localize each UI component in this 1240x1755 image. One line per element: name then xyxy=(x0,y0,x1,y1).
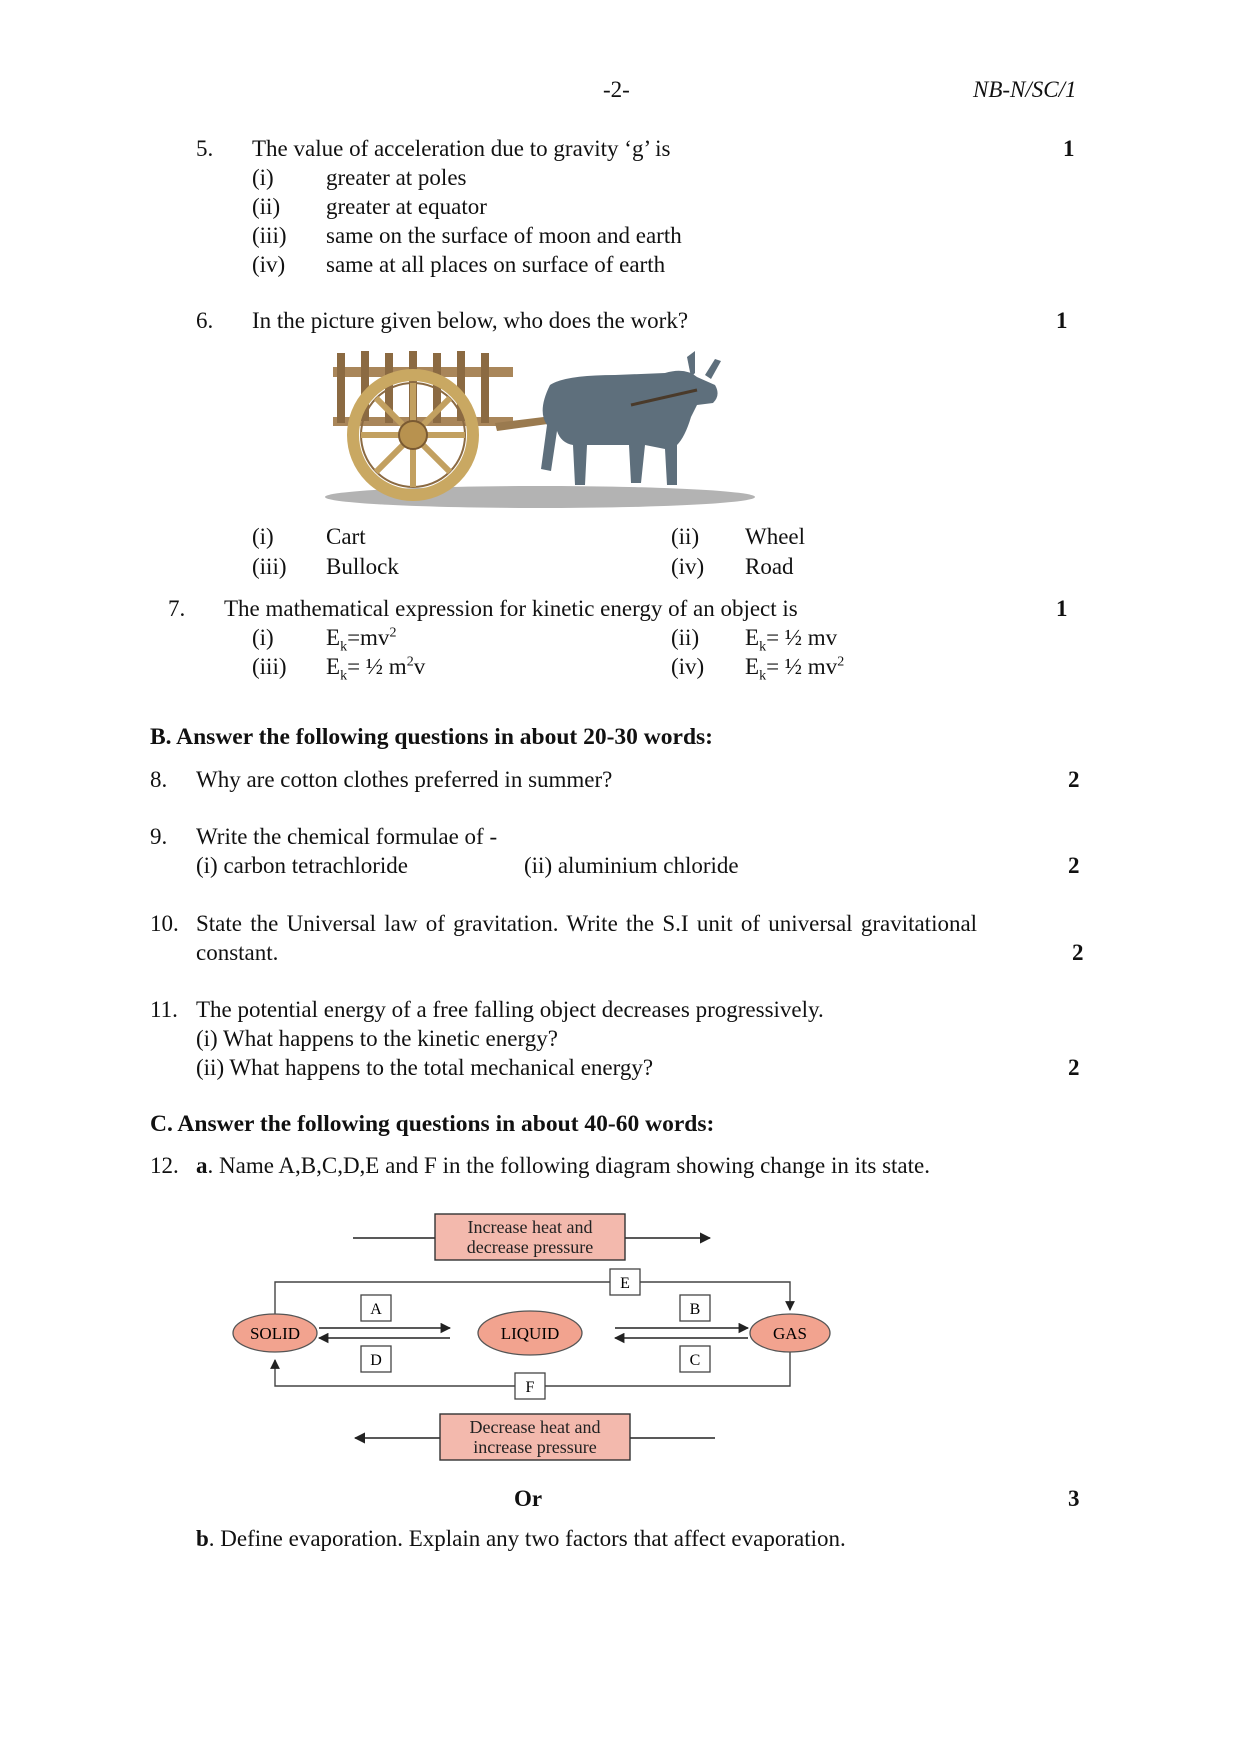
bullock xyxy=(541,351,721,485)
q9-number: 9. xyxy=(150,824,168,849)
paper-code: NB-N/SC/1 xyxy=(973,77,1077,102)
solid-label: SOLID xyxy=(249,1324,301,1343)
bullock-cart-illustration xyxy=(325,345,785,510)
q10-text-line2: constant. xyxy=(196,940,279,965)
q5-opt3-text: same on the surface of moon and earth xyxy=(326,223,682,248)
q6-number: 6. xyxy=(196,308,214,333)
q6-opt4-num: (iv) xyxy=(671,554,705,579)
q11-number: 11. xyxy=(150,997,178,1022)
q5-number: 5. xyxy=(196,136,214,161)
q6-opt2-text: Wheel xyxy=(745,524,806,549)
q6-opt3-text: Bullock xyxy=(326,554,399,579)
q6-text: In the picture given below, who does the work? xyxy=(252,308,689,333)
label-d: D xyxy=(370,1352,382,1369)
q9-text: Write the chemical formulae of - xyxy=(196,824,498,849)
label-c: C xyxy=(689,1352,701,1369)
q12a-text: a. Name A,B,C,D,E and F in the following diagram showing change in its state. xyxy=(196,1153,930,1178)
q12-number: 12. xyxy=(150,1153,179,1178)
label-e: E xyxy=(620,1275,630,1292)
q8-number: 8. xyxy=(150,767,168,792)
q8-text: Why are cotton clothes preferred in summer? xyxy=(196,767,613,792)
q7-text: The mathematical expression for kinetic energy of an object is xyxy=(224,596,798,621)
q6-opt3-num: (iii) xyxy=(252,554,287,579)
q6-marks: 1 xyxy=(1056,308,1068,333)
cart-wheel xyxy=(353,375,473,495)
q10-number: 10. xyxy=(150,911,179,936)
top-condition-line1: Increase heat and xyxy=(467,1217,593,1237)
section-c-heading: C. Answer the following questions in about 40-60 words: xyxy=(150,1111,715,1137)
q12b-text: b. Define evaporation. Explain any two factors that affect evaporation. xyxy=(196,1526,846,1551)
q7-opt3-num: (iii) xyxy=(252,654,287,679)
q10-text-line1: State the Universal law of gravitation. Write the S.I unit of universal gravitational xyxy=(196,911,978,936)
q7-opt2-num: (ii) xyxy=(671,625,700,650)
q7-opt4-formula: $E_k=$ ½ $mv^2$ xyxy=(745,654,845,684)
bottom-condition-line2: increase pressure xyxy=(473,1437,597,1457)
q6-opt1-num: (i) xyxy=(252,524,274,549)
q7-opt3-formula: $E_k=$ ½ $m^2v$ xyxy=(326,654,426,684)
q9-marks: 2 xyxy=(1068,853,1080,878)
q8-marks: 2 xyxy=(1068,767,1080,792)
q12-marks: 3 xyxy=(1068,1486,1080,1511)
q7-marks: 1 xyxy=(1056,596,1068,621)
q11-text: The potential energy of a free falling object decreases progressively. xyxy=(196,997,824,1022)
q6-opt1-text: Cart xyxy=(326,524,366,549)
q7-opt2-formula: $E_k=$ ½ mv xyxy=(745,625,838,655)
q9-part2: (ii) aluminium chloride xyxy=(524,853,739,878)
q5-opt1-num: (i) xyxy=(252,165,274,190)
gas-label: GAS xyxy=(772,1324,808,1343)
q7-opt1-num: (i) xyxy=(252,625,274,650)
q10-marks: 2 xyxy=(1072,940,1084,965)
label-b: B xyxy=(689,1301,701,1318)
section-b-heading: B. Answer the following questions in about 20-30 words: xyxy=(150,724,713,750)
q6-opt4-text: Road xyxy=(745,554,794,579)
label-a: A xyxy=(370,1301,382,1318)
q7-opt4-num: (iv) xyxy=(671,654,705,679)
q5-opt2-text: greater at equator xyxy=(326,194,487,219)
q11-part2: (ii) What happens to the total mechanical energy? xyxy=(196,1055,654,1080)
q5-opt4-num: (iv) xyxy=(252,252,286,277)
q9-part1: (i) carbon tetrachloride xyxy=(196,853,408,878)
q11-part1: (i) What happens to the kinetic energy? xyxy=(196,1026,558,1051)
top-condition-line2: decrease pressure xyxy=(466,1237,594,1257)
q5-opt4-text: same at all places on surface of earth xyxy=(326,252,666,277)
q5-opt2-num: (ii) xyxy=(252,194,281,219)
q5-text: The value of acceleration due to gravity ‘g’ is xyxy=(252,136,671,161)
or-label: Or xyxy=(514,1486,543,1511)
q5-opt1-text: greater at poles xyxy=(326,165,467,190)
state-change-diagram xyxy=(225,1200,845,1470)
bottom-condition-line1: Decrease heat and xyxy=(469,1417,601,1437)
q5-marks: 1 xyxy=(1063,136,1075,161)
q5-opt3-num: (iii) xyxy=(252,223,287,248)
q6-opt2-num: (ii) xyxy=(671,524,700,549)
label-f: F xyxy=(525,1379,535,1396)
q7-number: 7. xyxy=(168,596,186,621)
q7-opt1-formula: $E_k=mv^2$ xyxy=(326,625,397,655)
liquid-label: LIQUID xyxy=(500,1324,560,1343)
page-number: -2- xyxy=(603,77,630,102)
q11-marks: 2 xyxy=(1068,1055,1080,1080)
